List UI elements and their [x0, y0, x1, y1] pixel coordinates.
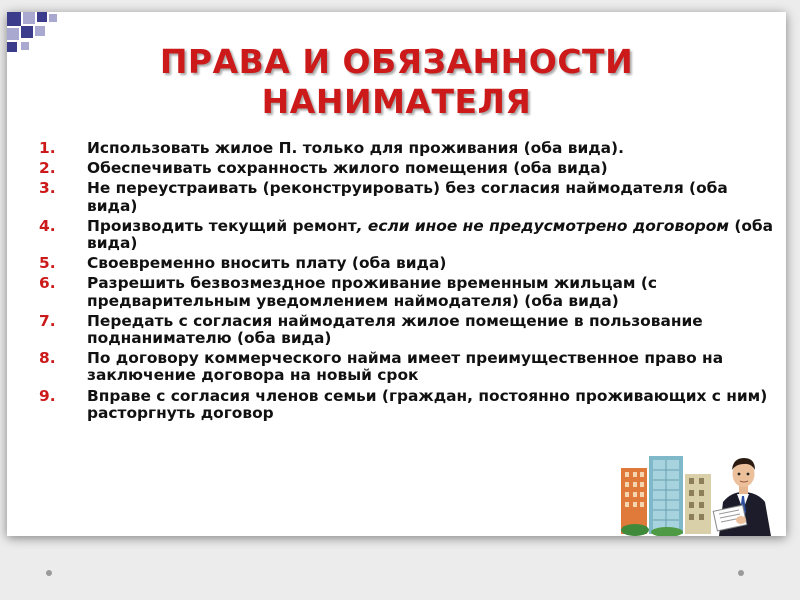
list-item [39, 255, 779, 272]
list-item [39, 275, 779, 309]
list-item [39, 313, 779, 347]
item-text-before: Производить текущий ремонт [87, 216, 357, 235]
item-text: Использовать жилое П. только для проживания (оба вида). [87, 139, 624, 157]
item-number: 9. [39, 386, 56, 405]
item-number: 3. [39, 179, 56, 198]
item-text: Разрешить безвозмездное проживание временным жильцам (с предварительным уведомлением наймодателя) (оба вида) [87, 274, 657, 310]
item-number: 5. [39, 254, 56, 273]
item-number: 8. [39, 349, 56, 368]
list-item [39, 218, 779, 252]
list-item [39, 140, 779, 157]
slide-dot-right [738, 570, 744, 576]
slide-dot-left [46, 570, 52, 576]
duties-list [39, 140, 779, 425]
list-item [39, 388, 779, 422]
page-title [7, 42, 786, 122]
list-item [39, 180, 779, 214]
item-number: 4. [39, 216, 56, 235]
item-text-after: (оба вида) [87, 216, 774, 253]
item-text: По договору коммерческого найма имеет преимущественное право на заключение договора на новый срок [87, 349, 724, 385]
item-number: 6. [39, 274, 56, 293]
item-text: Своевременно вносить плату (оба вида) [87, 254, 447, 273]
item-text: Вправе с согласия членов семьи (граждан, постоянно проживающих с ним) расторгнуть договор [87, 386, 768, 422]
item-text: Передать с согласия наймодателя жилое помещение в пользование поднанимателю (оба вида) [87, 311, 703, 348]
item-text-italic: , если иное не предусмотрено договором [356, 216, 729, 235]
title-line-2: НАНИМАТЕЛЯ [261, 82, 532, 121]
item-number: 2. [39, 159, 56, 178]
list-item [39, 160, 779, 177]
businessman-illustration [619, 450, 779, 536]
title-line-1: ПРАВА И ОБЯЗАННОСТИ [159, 42, 634, 81]
item-number: 1. [39, 139, 56, 157]
item-text: Не переустраивать (реконструировать) без согласия наймодателя (оба вида) [87, 179, 728, 215]
item-number: 7. [39, 311, 56, 330]
list-item [39, 350, 779, 384]
item-text: Обеспечивать сохранность жилого помещения (оба вида) [87, 159, 608, 178]
slide [7, 12, 786, 536]
